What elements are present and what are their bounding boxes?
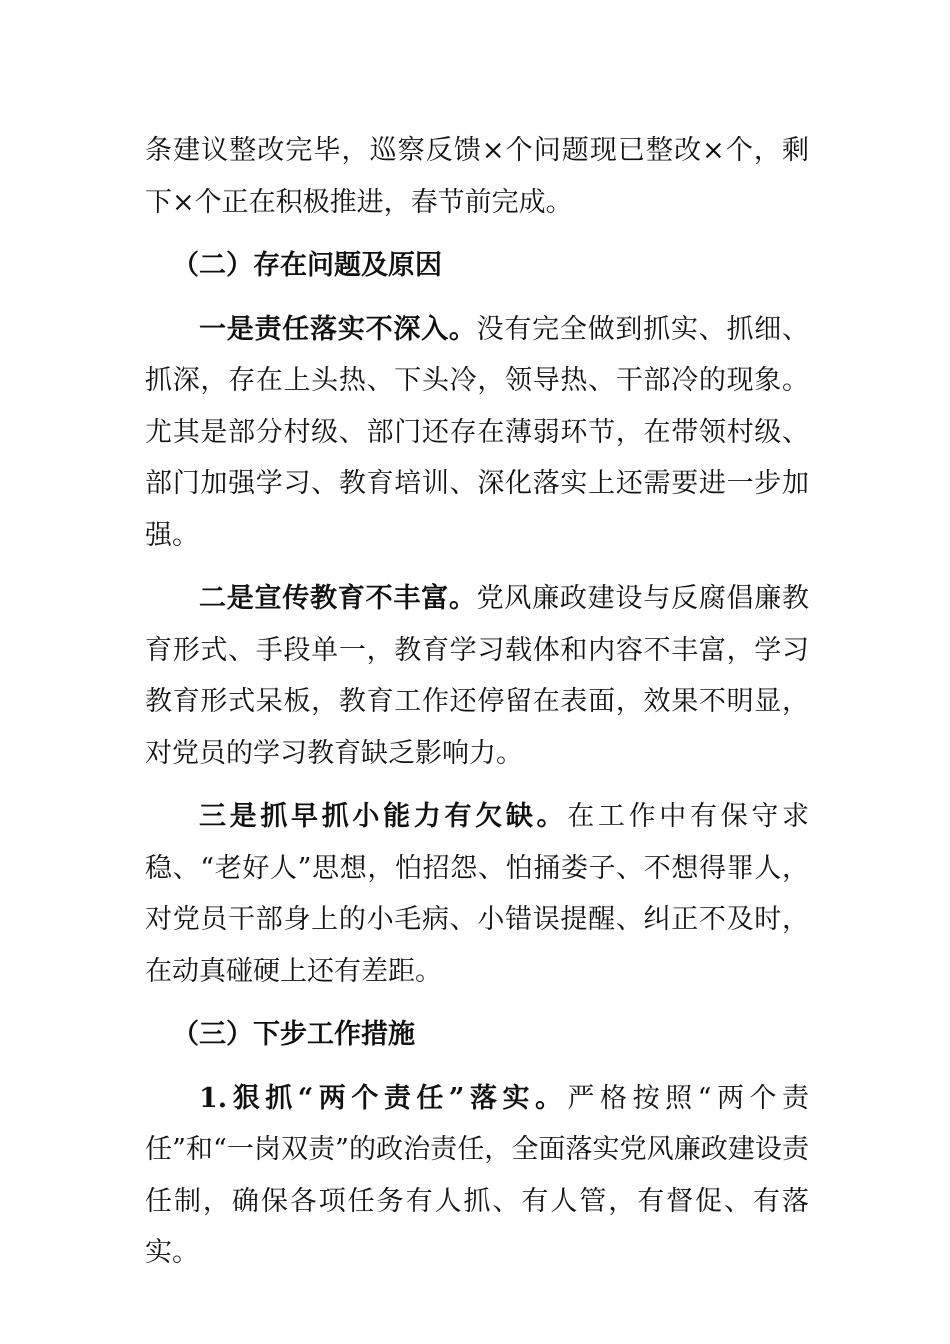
document-body	[145, 125, 809, 1291]
paragraph-problem-3	[145, 791, 809, 997]
problem-1-lead: 一是责任落实不深入。	[199, 313, 477, 345]
problem-3-lead: 三是抓早抓小能力有欠缺。	[199, 801, 568, 832]
measure-1-body: 严格按照“两个责任”和“一岗双责”的政治责任，全面落实党风廉政建设责任制，确保各项任务有人抓、有人管，有督促、有落实。	[145, 1082, 809, 1268]
section-heading-2: （二）存在问题及原因	[172, 250, 442, 281]
measure-1-lead: 1.狠抓“两个责任”落实。	[199, 1082, 568, 1114]
problem-3-body: 在工作中有保守求稳、“老好人”思想，怕招怨、怕捅娄子、不想得罪人，对党员干部身上的小毛病、小错误提醒、纠正不及时，在动真碰硬上还有差距。	[145, 801, 810, 987]
paragraph-problem-1	[145, 304, 809, 562]
paragraph-continued	[145, 125, 809, 228]
paragraph-text: 条建议整改完毕，巡察反馈×个问题现已整改×个，剩下×个正在积极推进，春节前完成。	[145, 135, 809, 218]
problem-2-lead: 二是宣传教育不丰富。	[199, 583, 477, 614]
paragraph-problem-2	[145, 573, 809, 779]
problem-1-body: 没有完全做到抓实、抓细、抓深，存在上头热、下头冷，领导热、干部冷的现象。尤其是部分村级、部门还存在薄弱环节，在带领村级、部门加强学习、教育培训、深化落实上还需要进一步加强。	[145, 313, 810, 551]
paragraph-measure-1	[145, 1073, 809, 1279]
section-heading-3: （三）下步工作措施	[172, 1019, 415, 1050]
problem-2-body: 党风廉政建设与反腐倡廉教育形式、手段单一，教育学习载体和内容不丰富，学习教育形式呆板，教育工作还停留在表面，效果不明显，对党员的学习教育缺乏影响力。	[145, 583, 810, 769]
